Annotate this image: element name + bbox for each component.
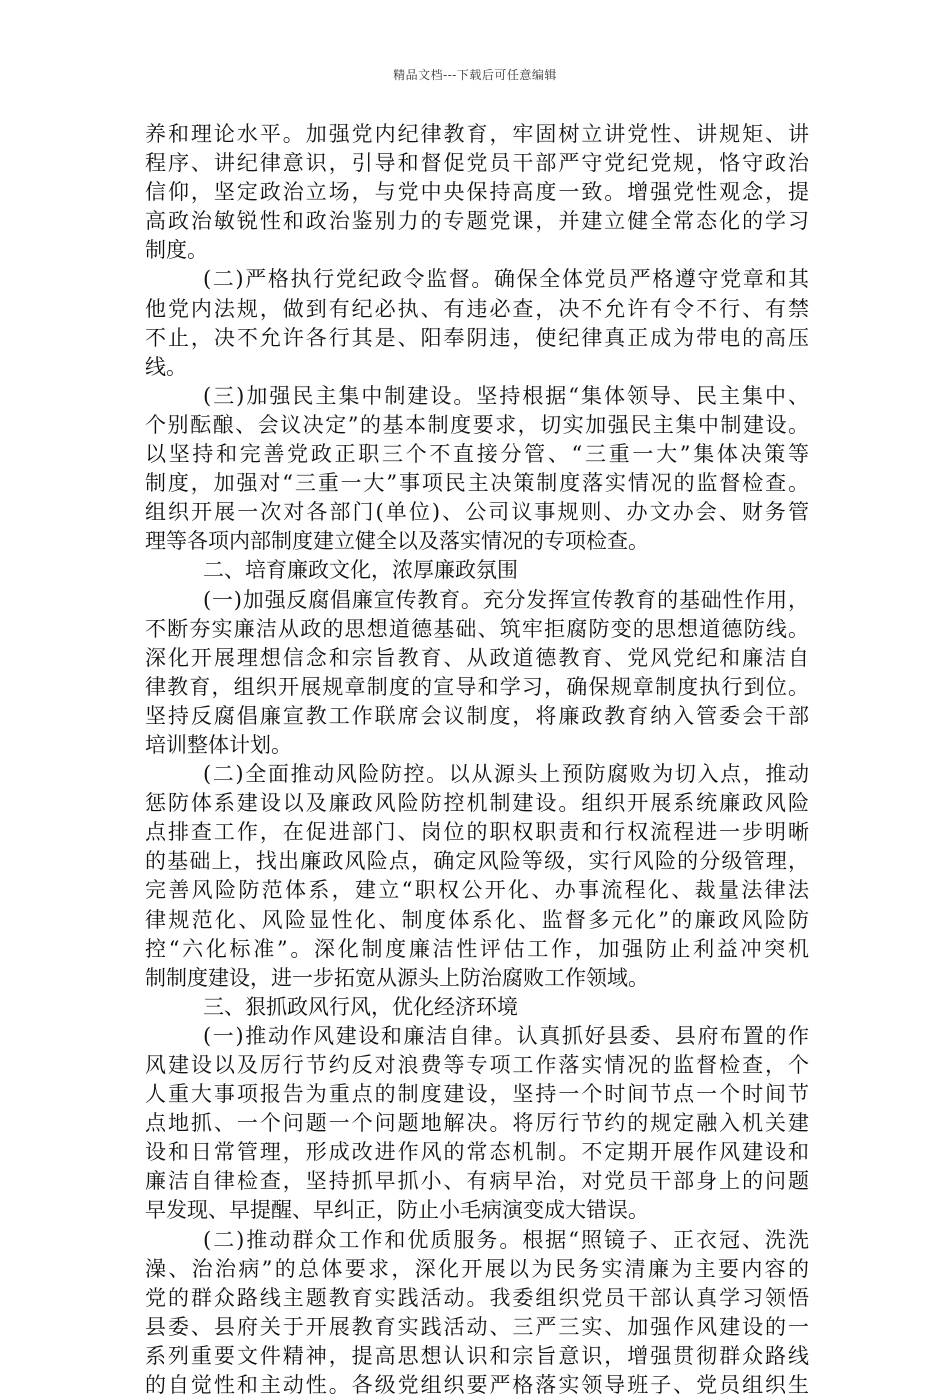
text-line: 人重大事项报告为重点的制度建设，坚持一个时间节点一个时间节 <box>145 1082 809 1107</box>
text-line: 澡、治治病”的总体要求，深化开展以为民务实清廉为主要内容的 <box>145 1256 809 1281</box>
text-line: 律教育，组织开展规章制度的宣导和学习，确保规章制度执行到位。 <box>145 674 809 699</box>
text-line: 培训整体计划。 <box>145 732 292 757</box>
text-line: 不止，决不允许各行其是、阳奉阴违，使纪律真正成为带电的高压 <box>145 325 809 350</box>
text-line: 制制度建设，进一步拓宽从源头上防治腐败工作领域。 <box>145 965 649 990</box>
text-line: 点排查工作，在促进部门、岗位的职权职责和行权流程进一步明晰 <box>145 820 809 845</box>
section-heading: 二、培育廉政文化，浓厚廉政氛围 <box>203 558 518 583</box>
text-line: (一)推动作风建设和廉洁自律。认真抓好县委、县府布置的作 <box>203 1023 809 1048</box>
text-line: 完善风险防范体系，建立“职权公开化、办事流程化、裁量法律法 <box>145 878 809 903</box>
text-line: 深化开展理想信念和宗旨教育、从政道德教育、党风党纪和廉洁自 <box>145 645 809 670</box>
text-line: (二)推动群众工作和优质服务。根据“照镜子、正衣冠、洗洗 <box>203 1227 809 1252</box>
text-line: 线。 <box>145 354 187 379</box>
text-line: (一)加强反腐倡廉宣传教育。充分发挥宣传教育的基础性作用， <box>203 587 809 612</box>
section-heading: 三、狠抓政风行风，优化经济环境 <box>203 994 518 1019</box>
text-line: 的自觉性和主动性。各级党组织要严格落实领导班子、党员组织生 <box>145 1373 809 1398</box>
text-line: 个别酝酿、会议决定”的基本制度要求，切实加强民主集中制建设。 <box>145 412 809 437</box>
text-line: 的基础上，找出廉政风险点，确定风险等级，实行风险的分级管理， <box>145 849 809 874</box>
text-line: (三)加强民主集中制建设。坚持根据“集体领导、民主集中、 <box>203 383 809 408</box>
text-line: 系列重要文件精神，提高思想认识和宗旨意识，增强贯彻群众路线 <box>145 1343 809 1368</box>
text-line: 不断夯实廉洁从政的思想道德基础、筑牢拒腐防变的思想道德防线。 <box>145 616 809 641</box>
text-line: 程序、讲纪律意识，引导和督促党员干部严守党纪党规，恪守政治 <box>145 151 809 176</box>
text-line: 制度。 <box>145 238 208 263</box>
text-line: 早发现、早提醒、早纠正，防止小毛病演变成大错误。 <box>145 1198 649 1223</box>
text-line: 以坚持和完善党政正职三个不直接分管、“三重一大”集体决策等 <box>145 442 809 467</box>
text-line: 设和日常管理，形成改进作风的常态机制。不定期开展作风建设和 <box>145 1140 809 1165</box>
text-line: (二)严格执行党纪政令监督。确保全体党员严格遵守党章和其 <box>203 267 809 292</box>
text-line: 高政治敏锐性和政治鉴别力的专题党课，并建立健全常态化的学习 <box>145 209 809 234</box>
text-line: 控“六化标准”。深化制度廉洁性评估工作，加强防止利益冲突机 <box>145 936 809 961</box>
text-line: 党的群众路线主题教育实践活动。我委组织党员干部认真学习领悟 <box>145 1285 809 1310</box>
page-header: 精品文档---下载后可任意编辑 <box>393 68 557 82</box>
text-line: 点地抓、一个问题一个问题地解决。将厉行节约的规定融入机关建 <box>145 1111 809 1136</box>
text-line: 组织开展一次对各部门(单位)、公司议事规则、办文办会、财务管 <box>145 500 809 525</box>
document-body <box>145 120 809 1400</box>
text-line: 养和理论水平。加强党内纪律教育，牢固树立讲党性、讲规矩、讲 <box>145 122 809 146</box>
text-line: 律规范化、风险显性化、制度体系化、监督多元化”的廉政风险防 <box>145 907 809 932</box>
text-line: 坚持反腐倡廉宣教工作联席会议制度，将廉政教育纳入管委会干部 <box>145 703 809 728</box>
text-line: 制度，加强对“三重一大”事项民主决策制度落实情况的监督检查。 <box>145 471 809 496</box>
text-line: 理等各项内部制度建立健全以及落实情况的专项检查。 <box>145 529 649 554</box>
text-line: 县委、县府关于开展教育实践活动、三严三实、加强作风建设的一 <box>145 1314 809 1339</box>
text-line: 风建设以及厉行节约反对浪费等专项工作落实情况的监督检查，个 <box>145 1053 809 1077</box>
text-line: 惩防体系建设以及廉政风险防控机制建设。组织开展系统廉政风险 <box>145 791 809 816</box>
text-line: (二)全面推动风险防控。以从源头上预防腐败为切入点，推动 <box>203 762 809 787</box>
text-line: 廉洁自律检查，坚持抓早抓小、有病早治，对党员干部身上的问题 <box>145 1169 809 1194</box>
text-line: 他党内法规，做到有纪必执、有违必查，决不允许有令不行、有禁 <box>145 296 809 321</box>
text-line: 信仰，坚定政治立场，与党中央保持高度一致。增强党性观念，提 <box>145 180 809 205</box>
